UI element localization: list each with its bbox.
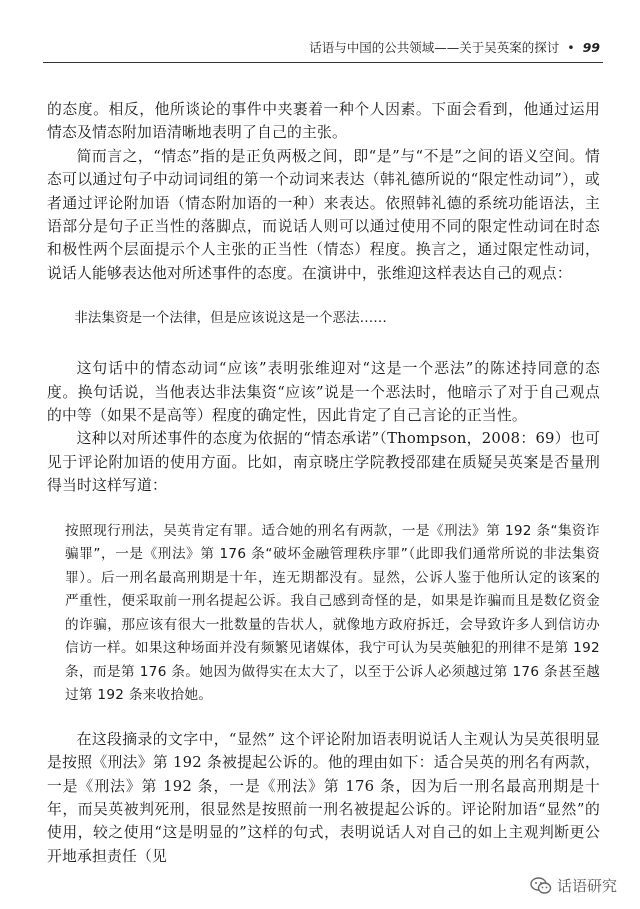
paragraph-1: 的态度。相反，他所谈论的事件中夹裹着一种个人因素。下面会看到，他通过运用情态及情态附加语清晰地表明了自己的主张。 <box>47 101 600 142</box>
watermark-label: 话语研究 <box>557 877 618 895</box>
wechat-icon <box>530 877 552 895</box>
paragraph-4: 这种以对所述事件的态度为依据的“情态承诺”（Thompson，2008：69）也可见于评论附加语的使用方面。比如，南京晓庄学院教授邵建在质疑吴英案是否量刑得当时这样写道： <box>47 430 600 495</box>
short-quotation: 非法集资是一个法律，但是应该说这是一个恶法…… <box>74 310 387 327</box>
page-body <box>47 98 600 868</box>
running-header <box>0 38 600 56</box>
page-number: 99 <box>582 40 600 55</box>
block-quotation: 按照现行刑法，吴英肯定有罪。适合她的刑名有两款，一是《刑法》第 192 条“集资诈骗罪”，一是《刑法》第 176 条“破坏金融管理秩序罪”（此即我们通常所说的非法集资罪）。后一刑名最高刑期是十年，连无期都没有。显然，公诉人鉴于他所认定的该案的严重性，便采取前一刑名提起公诉。我自己感到奇怪的是，如果是诈骗而且是数亿资金的诈骗，那应该有很大一批数量的告状人，就像地方政府拆迁，会导致许多人到信访办信访一样。如果这种场面并没有频繁见诸媒体，我宁可认为吴英触犯的刑律不是第 192 条，而是第 176 条。她因为做得实在太大了，以至于公诉人必须越过第 176 条甚至越过第 192 条来收拾她。 <box>65 522 600 704</box>
header-separator: • <box>567 40 575 55</box>
running-title: 话语与中国的公共领域——关于吴英案的探讨 <box>309 40 560 55</box>
paragraph-3: 这句话中的情态动词“应该”表明张维迎对“这是一个恶法”的陈述持同意的态度。换句话说，当他表达非法集资“应该”说是一个恶法时，他暗示了对于自己观点的中等（如果不是高等）程度的确定性，因此肯定了自己言论的正当性。 <box>47 360 600 425</box>
paragraph-2: 简而言之，“情态”指的是正负两极之间，即“是”与“不是”之间的语义空间。情态可以通过句子中动词词组的第一个动词来表达（韩礼德所说的“限定性动词”），或者通过评论附加语（情态附加语的一种）来表达。依照韩礼德的系统功能语法，主语部分是句子正当性的落脚点，而说话人则可以通过使用不同的限定性动词在时态和极性两个层面提示个人主张的正当性（情态）程度。换言之，通过限定性动词，说话人能够表达他对所述事件的态度。在演讲中，张维迎这样表达自己的观点： <box>47 147 600 282</box>
paragraph-5: 在这段摘录的文字中，“显然” 这个评论附加语表明说话人主观认为吴英很明显是按照《刑法》第 192 条被提起公诉的。他的理由如下：适合吴英的刑名有两款，一是《刑法》第 192 条，一是《刑法》第 176 条，因为后一刑名最高刑期是十年，而吴英被判死刑，很显然是按照前一刑名被提起公诉的。评论附加语“显然”的使用，较之使用“这是明显的”这样的句式，表明说话人对自己的如上主观判断更公开地承担责任（见 <box>47 730 600 865</box>
header-rule <box>43 62 603 63</box>
wechat-watermark <box>526 873 621 898</box>
